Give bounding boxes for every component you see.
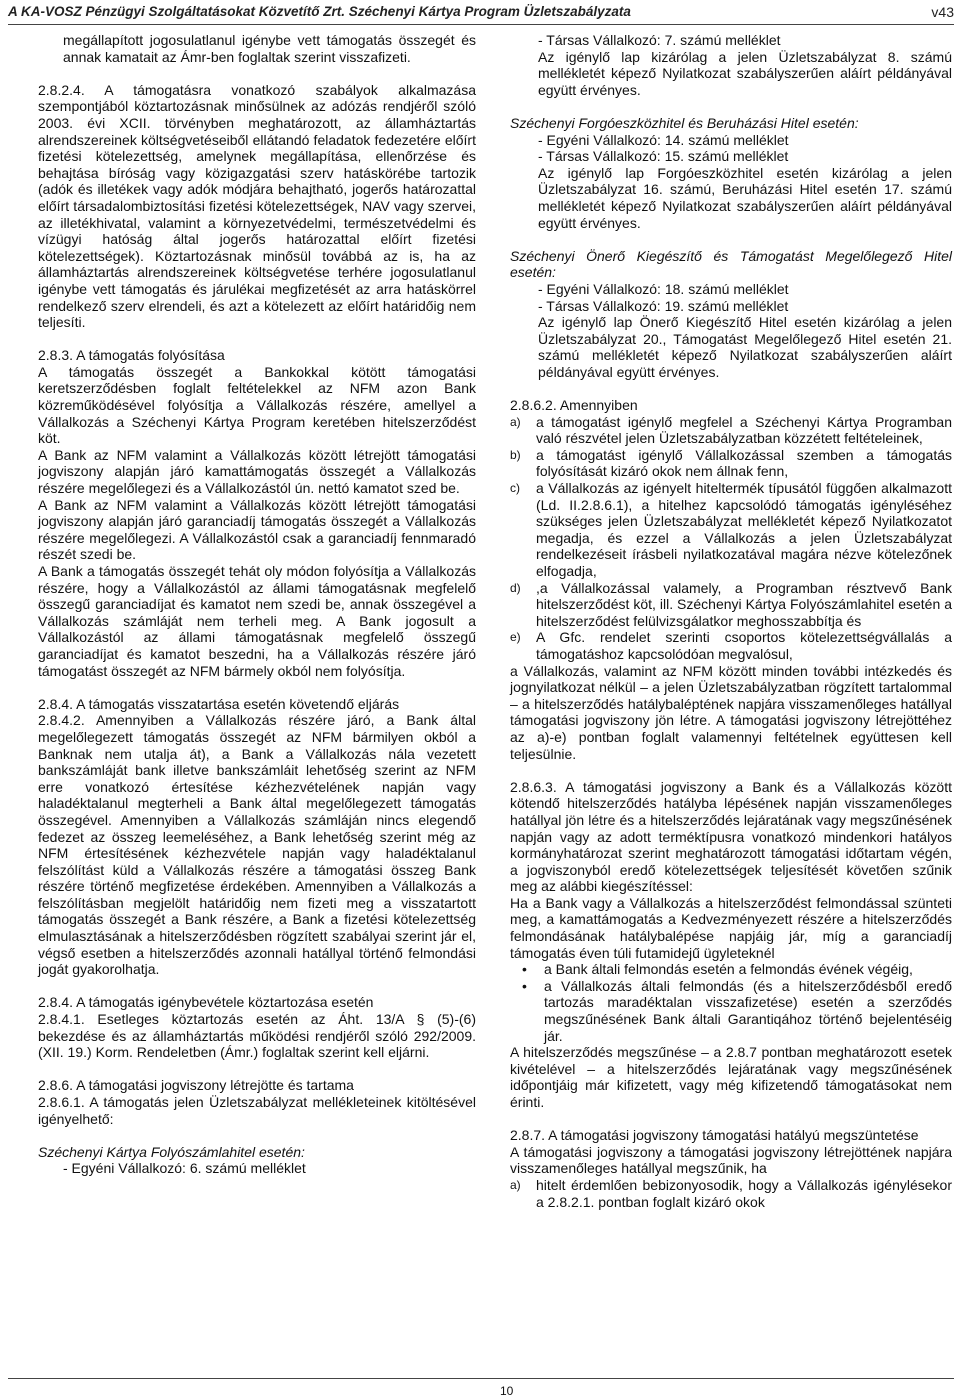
bullet-dot-icon: • <box>522 961 527 978</box>
section-heading: 2.8.4. A támogatás visszatartása esetén követendő eljárás <box>38 695 400 712</box>
list-item: - Társas Vállalkozó: 19. számú melléklet <box>538 297 789 314</box>
paragraph: 2.8.6.1. A támogatás jelen Üzletszabályzat mellékleteinek kitöltésével igényelhető: <box>38 1094 476 1127</box>
list-marker: a) <box>510 1177 521 1192</box>
list-marker: a) <box>510 414 521 429</box>
bullet-item <box>510 961 952 978</box>
paragraph: a Vállalkozás, valamint az NFM között minden további intézkedés és jognyilatkozat nélkül – a jelen Üzletszabályzatban rögzített tartalommal – a hitelszerződés hatálybaléptének napjára visszamenőleges hatállyal támogatási jogviszony jön létre. A támogatási jogviszony létrejöttéhez az a)-e) pontban foglalt valamennyi feltételnek együttesen kell teljesülnie. <box>510 662 952 762</box>
paragraph: 2.8.4.2. Amennyiben a Vállalkozás részére járó, a Bank által megelőlegezett támogatás összegét az NFM bármilyen okból a Banknak nem utalja át), a Bank a Vállalkozás nála vezetett bankszámláját bank illetve bankszámláit lehetőség szerint az NFM erre vonatkozó értesítése kézhezvételének napján vagy haladéktalanul megterheli a Bank által megelőlegezett támogatás összegével. Amennyiben a Vállalkozás számláján nincs elegendő fedezet az összeg leemeléséhez, a Bank lehetőség szerint még az NFM értesítésének kézhezvétele napján vagy haladéktalanul felszólítást küld a Vállalkozás részére a támogatási összeg Bank részére történő megfizetése érdekében. Amennyiben a Vállalkozás a felszólításban megjelölt határidőig nem fizeti meg a visszatartott támogatás összegét a Bank részére, a Bank a fizetési kötelezettség elmulasztásának a hitelszerződésben rögzített szabályai szerint jár el, végső esetben a hitelszerződés azonnali hatállyal történő felmondási jogát gyakorolhatja. <box>38 712 476 978</box>
section-heading: 2.8.6. A támogatási jogviszony létrejötte és tartama <box>38 1077 354 1094</box>
list-item <box>510 414 952 447</box>
list-item: - Társas Vállalkozó: 15. számú melléklet <box>538 148 789 165</box>
paragraph: A támogatás összegét a Bankokkal kötött támogatási keretszerződésben foglalt feltételekkel az NFM azon Bank közreműködésével folyósítja a Vállalkozás részére, amellyel a Vállalkozás a Széchenyi Kártya Program keretében hitelszerződést köt. <box>38 363 476 447</box>
section-heading: 2.8.7. A támogatási jogviszony támogatási hatályú megszüntetése <box>510 1127 919 1144</box>
paragraph: A támogatási jogviszony a támogatási jogviszony létrejöttének napjára visszamenőleges hatállyal megszűnik, ha <box>510 1143 952 1177</box>
paragraph: A Bank az NFM valamint a Vállalkozás között létrejött támogatási jogviszony alapján járó garanciadíj támogatás összegét a Vállalkozás részére megelőlegezi. A Vállalkozástól csak a garanciadíj fennmaradó részét szedi be. <box>38 496 476 563</box>
section-heading: 2.8.6.2. Amennyiben <box>510 397 638 414</box>
bullet-item <box>510 978 952 1044</box>
list-item-text: a Vállalkozás az igényelt hiteltermék típusától függően alkalmazott (Ld. II.2.8.6.1), a hitelhez kapcsolódó támogatás igényléséhez szükséges jelen Üzletszabályzat mellékletét képező Nyilatkozatot megadja, és ezzel a Vállalkozás a jelen Üzletszabályzat rendelkezéseit írásbeli nyilatkozatával magára nézve kötelezőnek elfogadja, <box>536 480 952 579</box>
paragraph: Ha a Bank vagy a Vállalkozás a hitelszerződést felmondással szünteti meg, a kamattámogatás a Kedvezményezett részére a hitelszerződés felmondásának hatálybalépése napjáig jár, míg a garanciadíj támogatás éven túli futamidejű ügyleteknél <box>510 894 952 961</box>
list-item-text: a támogatást igénylő Vállalkozással szemben a támogatás folyósítását kizáró okok nem állnak fenn, <box>536 446 952 480</box>
page-footer <box>8 1378 954 1398</box>
list-marker: c) <box>510 481 520 496</box>
list-item <box>510 1177 952 1210</box>
paragraph: A hitelszerződés megszűnése – a 2.8.7 pontban meghatározott esetek kivételével – a hitelszerződés lejáratának vagy megszűnésének időpontjáig már kifizetett, vagy még kifizetendő támogatásokat nem érinti. <box>510 1044 952 1110</box>
list-item: - Egyéni Vállalkozó: 18. számú melléklet <box>538 280 789 297</box>
section-heading: 2.8.3. A támogatás folyósítása <box>38 347 225 364</box>
section-heading: 2.8.4. A támogatás igénybevétele köztartozása esetén <box>38 994 374 1011</box>
list-item <box>510 447 952 480</box>
list-item: - Társas Vállalkozó: 7. számú melléklet <box>538 32 781 48</box>
paragraph: A Bank a támogatás összegét tehát oly módon folyósítja a Vállalkozás részére, hogy a Vállalkozástól az állami támogatásnak megfelelő összegű garanciadíjat és kamatot nem szedi be, annak összegével a Vállalkozás számláját nem terheli meg. A Bank jogosult a Vállalkozástól az állami támogatásnak megfelelő összegű garanciadíjat és kamatot beszedni, ha a Vállalkozás részére járó támogatást összegét az NFM bármely okból nem folyósítja. <box>38 563 476 679</box>
header-version: v43 <box>931 4 954 20</box>
paragraph: A Bank az NFM valamint a Vállalkozás között létrejött támogatási jogviszony alapján járó kamattámogatás összegét a Vállalkozás részére megelőlegezi és a Vállalkozástól ún. nettó kamatot szed be. <box>38 446 476 497</box>
paragraph: Az igénylő lap kizárólag a jelen Üzletszabályzat 8. számú mellékletét képező Nyilatkozat szabályszerűen aláírt példányával együtt érvényes. <box>538 48 952 98</box>
page-header <box>8 2 954 25</box>
list-item-text: ,a Vállalkozással valamely, a Programban résztvevő Bank hitelszerződést köt, ill. Széchenyi Kártya Folyószámlahitel esetén a hitelszerződést felülvizsgálatkor meghosszabbítja és <box>536 579 952 629</box>
left-column <box>38 32 476 1177</box>
list-item: - Egyéni Vállalkozó: 14. számú melléklet <box>538 131 789 148</box>
bullet-text: a Bank általi felmondás esetén a felmondás évének végéig, <box>544 961 913 978</box>
page-number: 10 <box>500 1384 514 1398</box>
subsection-heading: Széchenyi Önerő Kiegészítő és Támogatást Megelőlegező Hitel esetén: <box>510 247 952 281</box>
paragraph: 2.8.6.3. A támogatási jogviszony a Bank és a Vállalkozás között kötendő hitelszerződés hatályba lépésének napján visszamenőleges hatállyal jön létre és a hitelszerződés lejáratának vagy megszűnésének napján vagy az adott terméktípusra vonatkozó mindenkori hatályos kormányhatározat szerint meghatározott támogatási időtartam végén, a jogviszonyból eredő kötelezettségek teljesítését követően szűnik meg az alábbi kiegészítéssel: <box>510 778 952 895</box>
list-item: - Egyéni Vállalkozó: 6. számú melléklet <box>63 1160 306 1177</box>
paragraph: 2.8.4.1. Esetleges köztartozás esetén az Áht. 13/A § (5)-(6) bekezdése és az államháztartás működési rendjéről szóló 292/2009. (XII. 19.) Korm. Rendeletben (Ámr.) foglaltak szerint kell eljárni. <box>38 1011 476 1061</box>
paragraph: Az igénylő lap Önerő Kiegészítő Hitel esetén kizárólag a jelen Üzletszabályzat 20., Támogatást Megelőlegező Hitel esetén 21. számú mellékletét képező Nyilatkozat szabályszerűen aláírt példányával együtt érvényes. <box>538 314 952 380</box>
paragraph: Az igénylő lap Forgóeszközhitel esetén kizárólag a jelen Üzletszabályzat 16. számú, Beruházási Hitel esetén 17. számú mellékletét képező Nyilatkozat szabályszerűen aláírt példányával együtt érvényes. <box>538 164 952 231</box>
list-item <box>510 580 952 630</box>
list-item-text: hitelt érdemlően bebizonyosodik, hogy a Vállalkozás igénylésekor a 2.8.2.1. pontban foglalt kizáró okok <box>536 1176 952 1210</box>
list-marker: b) <box>510 447 521 462</box>
list-marker: e) <box>510 630 521 645</box>
bullet-text: a Vállalkozás általi felmondás (és a hitelszerződésből eredő tartozás maradéktalan visszafizetése) esetén a szerződés megszűnésének Bank általi Garantiqához történő bejelentéséig jár. <box>544 977 952 1044</box>
header-title: A KA-VOSZ Pénzügyi Szolgáltatásokat Közvetítő Zrt. Széchenyi Kártya Program Üzletszabályzata <box>8 4 631 19</box>
bullet-dot-icon: • <box>522 977 527 994</box>
list-marker: d) <box>510 580 521 595</box>
paragraph: megállapított jogosulatlanul igénybe vett támogatás összegét és annak kamatait az Ámr-ben foglaltak szerint visszafizeti. <box>63 32 476 65</box>
list-item-text: a támogatást igénylő megfelel a Széchenyi Kártya Programban való részvétel jelen Üzletszabályzatban közzétett feltételeinek, <box>536 413 952 447</box>
list-item-text: A Gfc. rendelet szerinti csoportos kötelezettségvállalás a támogatáshoz kapcsolódóan megvalósul, <box>536 629 952 662</box>
list-item <box>510 629 952 662</box>
paragraph: 2.8.2.4. A támogatásra vonatkozó szabályok alkalmazása szempontjából köztartozásnak minősülnek az adózás rendjéről szóló 2003. évi XCII. törvényben meghatározott, az államháztartás alrendszereinek költségvetéseiből ellátandó feladatok fedezetére előírt fizetési kötelezettség, amelynek megállapítása, ellenőrzése és behajtása bíróság vagy közigazgatási szerv hatáskörébe tartozik (adók és illetékek vagy adók módjára behajtható, jogerős határozattal előírt társadalombiztosítási fizetési kötelezettségek, NAV vagy szervei, az illetékhivatal, valamint a környezetvédelmi, természetvédelmi és vízügyi hatóság által jogerős határozattal előírt fizetési kötelezettségek). Köztartozásnak minősül továbbá az is, ha az államháztartás alrendszereinek költségvetése terhére jogosulatlanul igénybe vett támogatás és járulékai megfizetését az arra hatáskörrel rendelkező szerv elrendeli, és azt a kötelezett az előírt határidőig nem teljesíti. <box>38 81 476 331</box>
subsection-heading: Széchenyi Kártya Folyószámlahitel esetén: <box>38 1143 305 1160</box>
subsection-heading: Széchenyi Forgóeszközhitel és Beruházási Hitel esetén: <box>510 114 859 131</box>
right-column <box>510 32 952 1210</box>
list-item <box>510 480 952 580</box>
